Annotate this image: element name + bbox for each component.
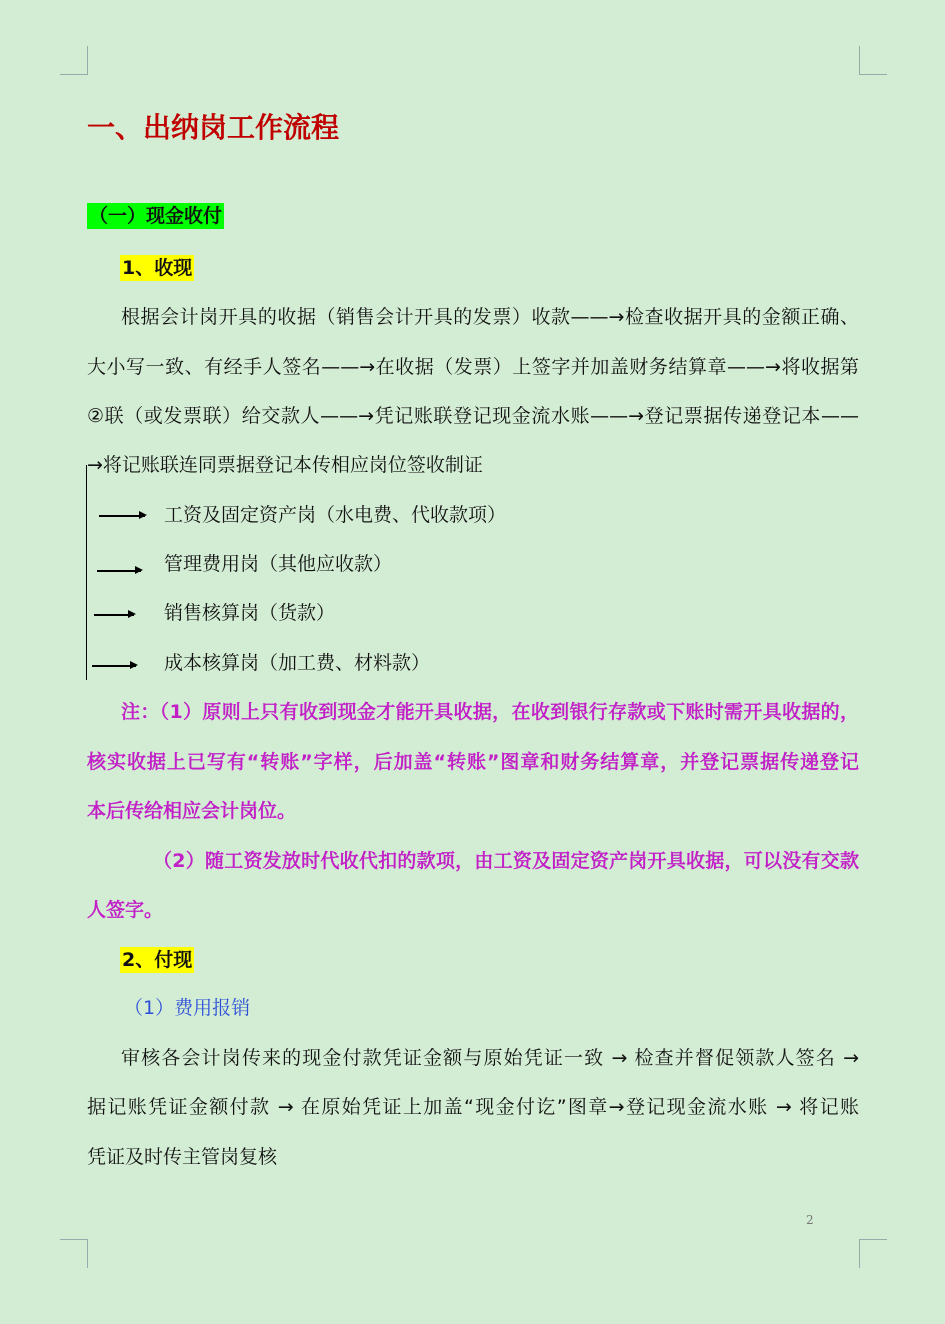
note-line: 核实收据上已写有“转账”字样，后加盖“转账”图章和财务结算章，并登记票据传递登记 — [87, 751, 859, 773]
paragraph-line: ②联（或发票联）给交款人——→凭记账联登记现金流水账——→登记票据传递登记本—— — [87, 405, 859, 427]
branch-item: 管理费用岗（其他应收款） — [164, 553, 393, 575]
section-heading: （一）现金收付 — [89, 205, 223, 227]
note-line: 本后传给相应会计岗位。 — [87, 800, 297, 822]
paragraph-line: →将记账联连同票据登记本传相应岗位签收制证 — [87, 454, 483, 476]
paragraph-line: 据记账凭证金额付款 → 在原始凭证上加盖“现金付讫”图章→登记现金流水账 → 将记账 — [87, 1096, 859, 1118]
arrow-icon — [92, 665, 136, 667]
branch-item: 工资及固定资产岗（水电费、代收款项） — [164, 504, 507, 526]
note-line: 注：（1）原则上只有收到现金才能开具收据，在收到银行存款或下账时需开具收据的， — [121, 701, 859, 723]
corner-mark — [859, 46, 887, 75]
page-title: 一、出纳岗工作流程 — [87, 111, 340, 144]
corner-mark — [859, 1239, 887, 1268]
arrow-icon — [97, 570, 141, 572]
paragraph-line: 根据会计岗开具的收据（销售会计开具的发票）收款——→检查收据开具的金额正确、 — [121, 306, 859, 328]
arrow-icon — [94, 614, 134, 616]
page-number: 2 — [806, 1213, 814, 1227]
note-line: （2）随工资发放时代收代扣的款项，由工资及固定资产岗开具收据，可以没有交款 — [153, 850, 859, 872]
note-line: 人签字。 — [87, 899, 164, 921]
bracket-line — [86, 465, 87, 680]
subsection-heading: 1、收现 — [122, 257, 193, 279]
branch-item: 成本核算岗（加工费、材料款） — [164, 652, 431, 674]
paragraph-line: 审核各会计岗传来的现金付款凭证金额与原始凭证一致 → 检查并督促领款人签名 → — [121, 1047, 859, 1069]
corner-mark — [60, 46, 88, 75]
paragraph-line: 大小写一致、有经手人签名——→在收据（发票）上签字并加盖财务结算章——→将收据第 — [87, 356, 859, 378]
branch-item: 销售核算岗（货款） — [164, 602, 336, 624]
arrow-icon — [99, 515, 145, 517]
corner-mark — [60, 1239, 88, 1268]
paragraph-line: 凭证及时传主管岗复核 — [87, 1146, 278, 1168]
item-heading: （1）费用报销 — [124, 997, 251, 1019]
subsection-heading: 2、付现 — [122, 949, 193, 971]
